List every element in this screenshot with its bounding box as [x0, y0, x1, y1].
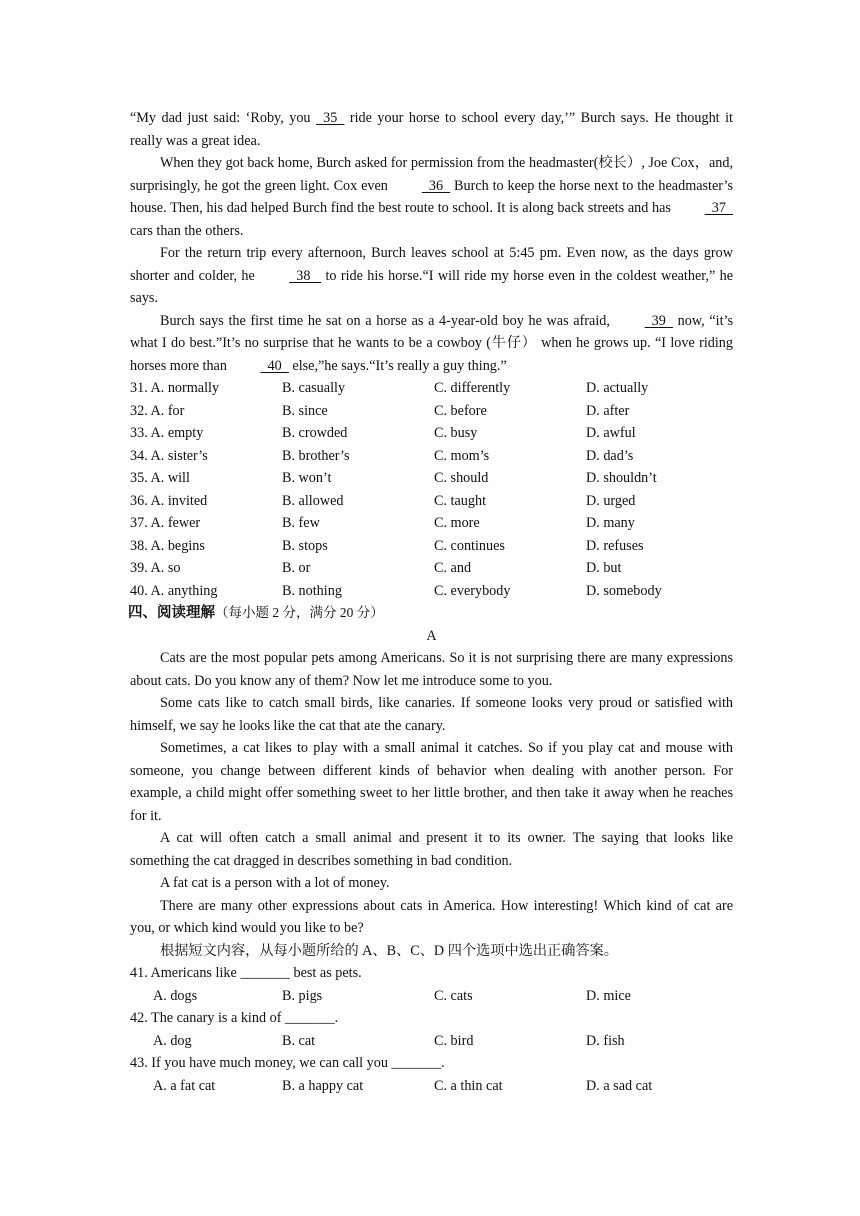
reading-question-43	[130, 1052, 733, 1097]
cloze-question-32	[130, 400, 733, 423]
option-b: B. since	[282, 402, 328, 419]
option-b: B. a happy cat	[282, 1077, 364, 1094]
text: Burch to keep the horse next to the headmaster’s house. Then, his dad helped Burch find the best route to school. It is along back streets and has	[130, 177, 734, 216]
option-c: C. continues	[434, 537, 505, 554]
option-a: A. dog	[153, 1032, 192, 1049]
reading-question-41	[130, 962, 733, 1007]
option-b: B. or	[282, 560, 311, 576]
option-d: D. awful	[586, 425, 636, 441]
option-a: 40. A. anything	[130, 582, 218, 599]
blank-39: 39	[644, 312, 673, 329]
question-options	[130, 985, 733, 1008]
option-c: C. taught	[434, 492, 487, 509]
option-c: C. cats	[434, 987, 473, 1004]
option-d: D. actually	[586, 380, 649, 396]
option-d: D. shouldn’t	[586, 470, 657, 486]
question-stem: 43. If you have much money, we can call you _______.	[130, 1055, 445, 1071]
text: now, “it’s what I do best.”It’s no surprise that he wants to be a cowboy (牛仔） when he grows up. “I love riding horses more than	[130, 312, 733, 374]
question-options	[130, 1030, 733, 1053]
option-b: B. won’t	[282, 470, 332, 486]
reading-paragraph-3: Sometimes, a cat likes to play with a small animal it catches. So if you play cat and mouse with someone, you change between different kinds of behavior when dealing with another person. For example, a child might offer something sweet to her little brother, and then take it away when he reaches for it.	[130, 740, 733, 824]
option-d: D. dad’s	[586, 447, 634, 464]
option-a: A. a fat cat	[153, 1077, 216, 1094]
cloze-question-31	[130, 377, 733, 400]
option-b: B. cat	[282, 1032, 316, 1049]
option-c: C. before	[434, 402, 487, 419]
option-c: C. a thin cat	[434, 1077, 503, 1094]
option-b: B. pigs	[282, 987, 323, 1004]
option-d: D. a sad cat	[586, 1077, 653, 1094]
option-d: D. refuses	[586, 537, 644, 554]
text: When they got back home, Burch asked for permission from the headmaster(校长）, Joe Cox，and, surprisingly, he got the green light. Cox even	[130, 155, 733, 194]
cloze-question-38	[130, 535, 733, 558]
cloze-question-40	[130, 580, 733, 603]
option-b: B. casually	[282, 380, 346, 396]
cloze-question-35	[130, 467, 733, 490]
option-b: B. allowed	[282, 492, 344, 509]
blank-36: 36	[421, 177, 451, 194]
reading-paragraph-5: A fat cat is a person with a lot of money.	[160, 875, 390, 891]
text: cars than the others.	[130, 222, 244, 239]
question-options	[130, 1075, 733, 1098]
blank-35: 35	[316, 110, 345, 126]
cloze-question-34	[130, 445, 733, 468]
option-b: B. stops	[282, 537, 328, 554]
reading-paragraph-4: A cat will often catch a small animal and present it to its owner. The saying that looks like something the cat dragged in describes something in bad condition.	[130, 830, 733, 869]
text: For the return trip every afternoon, Burch leaves school at 5:45 pm. Even now, as the days grow shorter and colder, he	[130, 245, 733, 284]
question-stem: 42. The canary is a kind of _______.	[130, 1010, 339, 1026]
option-d: D. fish	[586, 1032, 625, 1049]
option-c: C. and	[434, 560, 472, 576]
option-c: C. bird	[434, 1032, 474, 1049]
option-c: C. mom’s	[434, 447, 490, 464]
cloze-paragraph-4	[130, 310, 733, 378]
section-score-note: （每小题 2 分，满分 20 分）	[215, 605, 384, 620]
reading-question-42	[130, 1007, 733, 1052]
option-d: D. after	[586, 402, 630, 419]
option-b: B. few	[282, 515, 320, 531]
option-a: 34. A. sister’s	[130, 447, 208, 464]
section-heading	[128, 602, 733, 625]
blank-38: 38	[289, 267, 322, 284]
reading-paragraph-6: There are many other expressions about cats in America. How interesting! Which kind of cat are you, or which kind would you like to be?	[130, 897, 733, 936]
option-a: 33. A. empty	[130, 425, 204, 441]
option-d: D. mice	[586, 987, 631, 1004]
reading-instruction: 根据短文内容，从每小题所给的 A、B、C、D 四个选项中选出正确答案。	[160, 942, 618, 959]
blank-40: 40	[260, 357, 289, 374]
option-b: B. crowded	[282, 425, 348, 441]
option-c: C. more	[434, 515, 480, 531]
option-c: C. everybody	[434, 582, 511, 599]
option-a: 38. A. begins	[130, 537, 205, 554]
question-stem: 41. Americans like _______ best as pets.	[130, 965, 362, 981]
option-d: D. urged	[586, 492, 636, 509]
passage-label: A	[426, 627, 437, 644]
cloze-paragraph-1	[130, 107, 733, 152]
option-a: 39. A. so	[130, 560, 181, 576]
exam-page	[130, 107, 733, 1097]
section-title: 四、阅读理解	[128, 605, 215, 621]
cloze-question-39	[130, 557, 733, 580]
option-a: 37. A. fewer	[130, 515, 201, 531]
text: to ride his horse.“I will ride my horse even in the coldest weather,” he says.	[130, 267, 733, 306]
reading-paragraph-1: Cats are the most popular pets among Americans. So it is not surprising there are many expressions about cats. Do you know any of them? Now let me introduce some to you.	[130, 650, 733, 689]
text: “My dad just said: ‘Roby, you	[130, 110, 316, 126]
cloze-question-list	[130, 377, 733, 602]
cloze-paragraph-2	[130, 152, 733, 242]
option-b: B. brother’s	[282, 447, 350, 464]
option-c: C. differently	[434, 380, 511, 396]
reading-paragraph-2: Some cats like to catch small birds, like canaries. If someone looks very proud or satisfied with himself, we say he looks like the cat that ate the canary.	[130, 695, 733, 734]
blank-37: 37	[704, 200, 733, 216]
option-a: A. dogs	[153, 987, 198, 1004]
option-c: C. should	[434, 470, 489, 486]
text: else,”he says.“It’s really a guy thing.”	[288, 357, 507, 374]
option-d: D. many	[586, 515, 635, 531]
option-d: D. but	[586, 560, 622, 576]
option-a: 31. A. normally	[130, 380, 220, 396]
cloze-question-36	[130, 490, 733, 513]
cloze-question-33	[130, 422, 733, 445]
option-a: 35. A. will	[130, 470, 190, 486]
cloze-question-37	[130, 512, 733, 535]
option-b: B. nothing	[282, 582, 342, 599]
option-a: 36. A. invited	[130, 492, 208, 509]
text: ride your horse to school every day,’” Burch says. He thought it really was a great idea.	[130, 110, 733, 149]
option-c: C. busy	[434, 425, 478, 441]
option-d: D. somebody	[586, 582, 662, 599]
option-a: 32. A. for	[130, 402, 185, 419]
cloze-paragraph-3	[130, 242, 733, 310]
text: Burch says the first time he sat on a horse as a 4-year-old boy he was afraid,	[160, 312, 615, 329]
